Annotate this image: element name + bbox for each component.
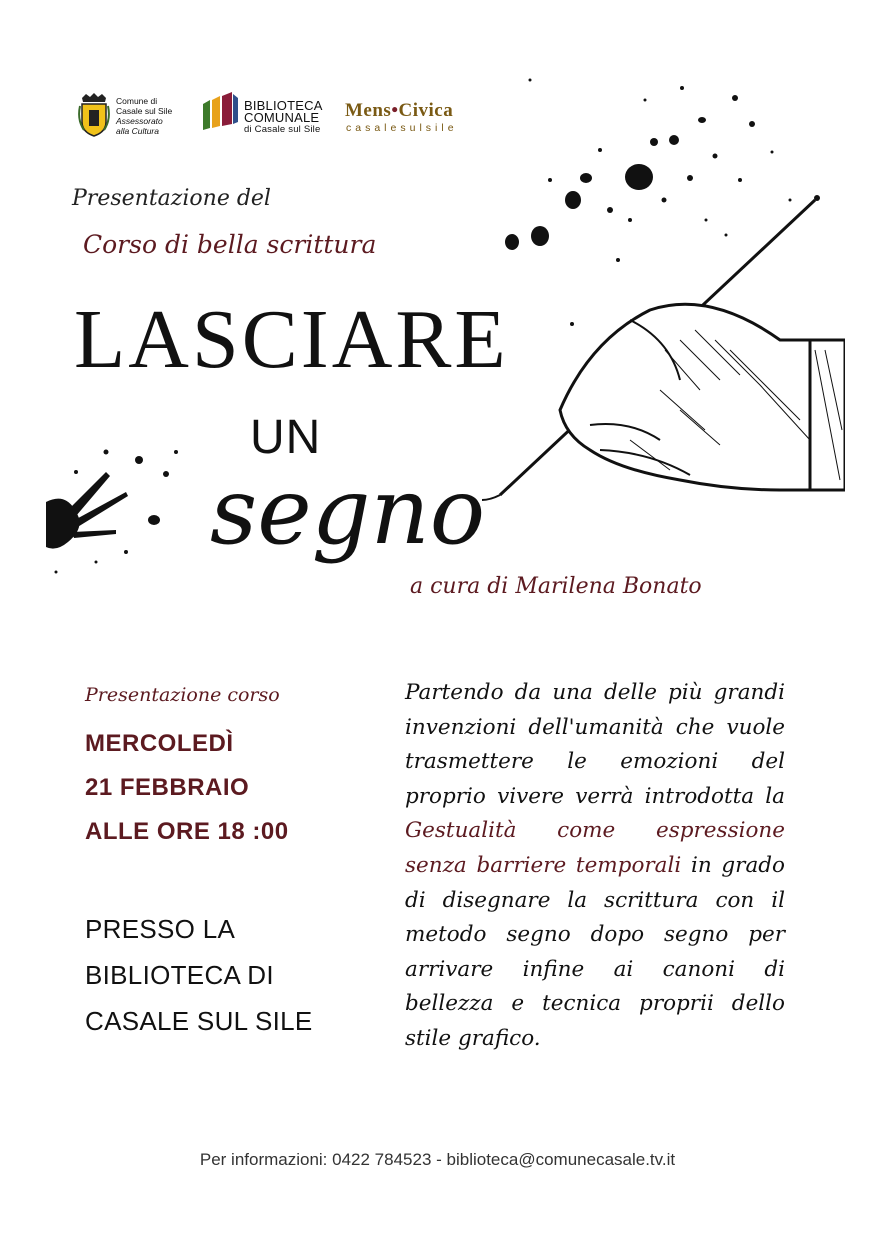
comune-crest-icon xyxy=(78,92,110,138)
biblioteca-line3: di Casale sul Sile xyxy=(244,124,321,135)
mens-civica-separator: • xyxy=(391,100,399,121)
venue-line1: PRESSO LA xyxy=(85,914,236,944)
comune-line1: Comune di xyxy=(116,96,158,106)
mens-civica-name-part1: Mens xyxy=(345,100,392,121)
venue-line3: CASALE SUL SILE xyxy=(85,1006,313,1036)
intro-heading: Presentazione del xyxy=(72,186,271,211)
event-time: ALLE ORE 18 :00 xyxy=(85,818,289,845)
main-title: LASCIARE xyxy=(74,293,509,386)
mens-civica-name-part2: Civica xyxy=(398,100,454,121)
description-highlight: Gestualità come espressione senza barriere temporali xyxy=(405,818,785,878)
description-part1: Partendo da una delle più grandi invenzioni dell'umanità che vuole trasmettere le emozioni del proprio vivere verrà introdotta la xyxy=(405,680,785,809)
comune-line4: alla Cultura xyxy=(116,126,159,136)
event-label: Presentazione corso xyxy=(85,684,280,706)
ink-blot-icon xyxy=(46,432,186,582)
books-icon xyxy=(200,92,242,132)
event-date: 21 FEBBRAIO xyxy=(85,774,250,801)
main-title-segno: segno xyxy=(210,458,486,565)
comune-line3: Assessorato xyxy=(116,116,163,126)
mens-civica-name xyxy=(345,100,453,122)
event-day: MERCOLEDÌ xyxy=(85,730,234,757)
course-description xyxy=(405,676,785,1057)
hand-pen-illustration-icon xyxy=(480,190,845,510)
venue-line2: BIBLIOTECA DI xyxy=(85,960,274,990)
course-title: Corso di bella scrittura xyxy=(83,230,377,259)
biblioteca-logo xyxy=(200,90,340,142)
comune-line2: Casale sul Sile xyxy=(116,106,173,116)
curator-credit: a cura di Marilena Bonato xyxy=(410,574,702,599)
comune-logo xyxy=(78,92,198,144)
biblioteca-line1: BIBLIOTECA xyxy=(244,98,323,113)
mens-civica-sub: casalesulsile xyxy=(346,122,458,134)
main-title-un: UN xyxy=(250,411,322,464)
description-part2: in grado di disegnare la scrittura con il metodo segno dopo segno per arrivare infine ai canoni di bellezza e tecnica proprii dello stile grafico. xyxy=(405,852,785,1051)
biblioteca-line2: COMUNALE xyxy=(244,110,320,125)
contact-info: Per informazioni: 0422 784523 - biblioteca@comunecasale.tv.it xyxy=(199,1150,676,1169)
